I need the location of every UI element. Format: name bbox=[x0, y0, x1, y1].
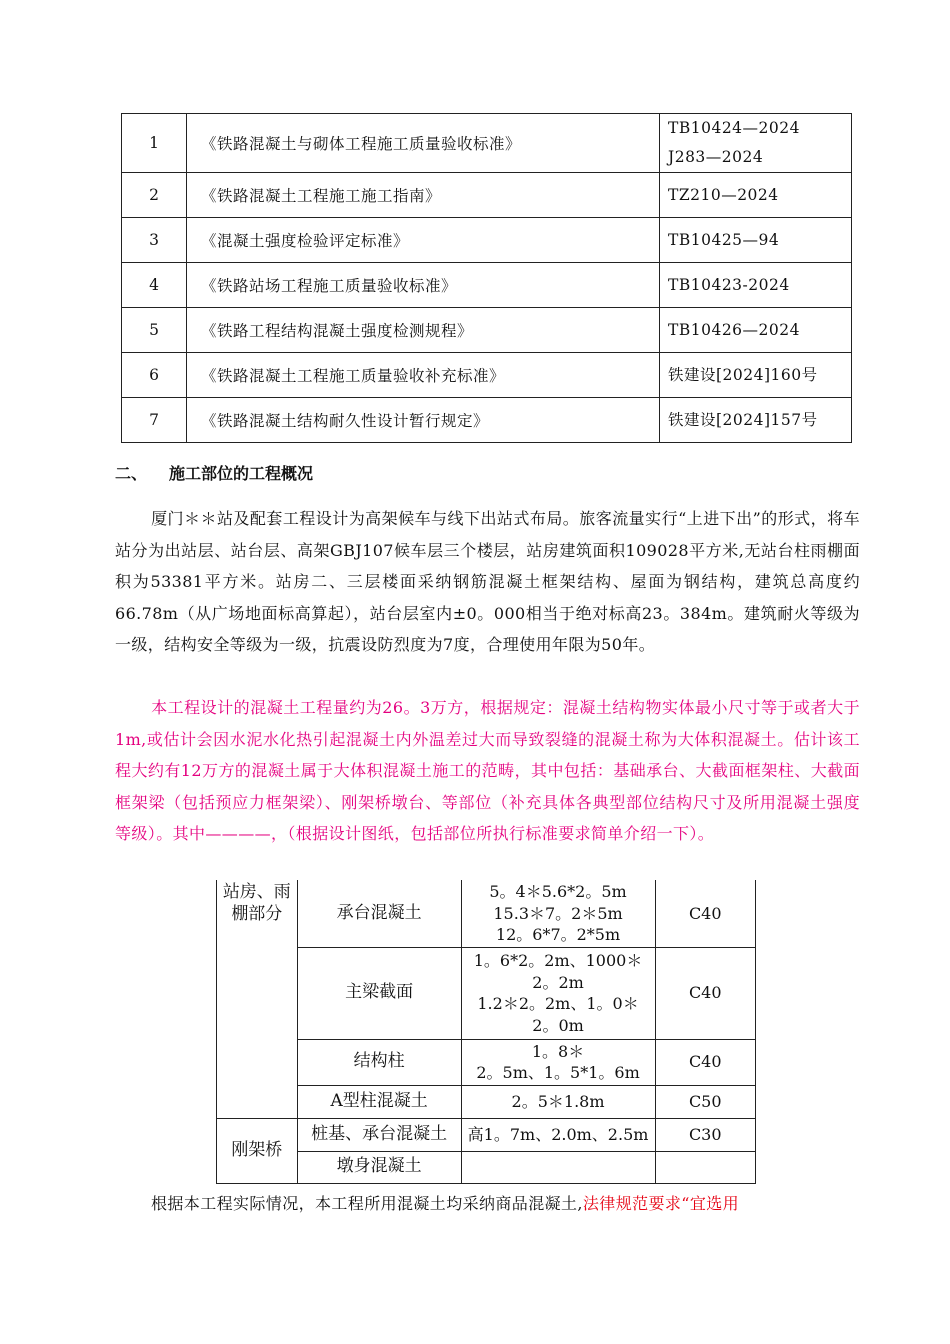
standard-name: 《铁路混凝土与砌体工程施工质量验收标准》 bbox=[187, 114, 660, 173]
parts-table bbox=[216, 880, 756, 1184]
grade-cell: C30 bbox=[655, 1118, 756, 1151]
standard-code: 铁建设[2024]160号 bbox=[660, 353, 852, 398]
grade-cell: C50 bbox=[655, 1085, 756, 1118]
part-cell: 结构柱 bbox=[297, 1039, 461, 1085]
part-cell: A型柱混凝土 bbox=[297, 1085, 461, 1118]
closing-text-highlight: 法律规范要求“宜选用 bbox=[582, 1194, 740, 1213]
row-number: 4 bbox=[122, 263, 187, 308]
closing-text: 根据本工程实际情况，本工程所用混凝土均采纳商品混凝土, bbox=[151, 1194, 583, 1213]
dims-cell: 1。8＊ 2。5m、1。5*1。6m bbox=[461, 1039, 655, 1085]
standard-name: 《铁路混凝土工程施工施工指南》 bbox=[187, 173, 660, 218]
standard-name: 《铁路混凝土结构耐久性设计暂行规定》 bbox=[187, 398, 660, 443]
part-cell: 墩身混凝土 bbox=[297, 1151, 461, 1183]
standard-code: TB10424—2024 J283—2024 bbox=[660, 114, 852, 173]
grade-cell: C40 bbox=[655, 1039, 756, 1085]
grade-cell: C40 bbox=[655, 880, 756, 947]
table-row bbox=[122, 353, 852, 398]
table-row bbox=[122, 218, 852, 263]
table-row bbox=[122, 173, 852, 218]
table-row bbox=[217, 1039, 756, 1085]
part-cell: 承台混凝土 bbox=[297, 880, 461, 947]
paragraph-closing bbox=[115, 1190, 860, 1218]
table-row bbox=[217, 1085, 756, 1118]
grade-cell: C40 bbox=[655, 947, 756, 1039]
table-row bbox=[217, 1118, 756, 1151]
standard-code: TB10426—2024 bbox=[660, 308, 852, 353]
paragraph-mass-concrete: 本工程设计的混凝土工程量约为26。3万方，根据规定：混凝土结构物实体最小尺寸等于或者大于1m,或估计会因水泥水化热引起混凝土内外温差过大而导致裂缝的混凝土称为大体积混凝土。估计该工程大约有12万方的混凝土属于大体积混凝土施工的范畴，其中包括：基础承台、大截面框架柱、大截面框架梁（包括预应力框架梁）、刚架桥墩台、等部位（补充具体各典型部位结构尺寸及所用混凝土强度等级）。其中————，（根据设计图纸，包括部位所执行标准要求简单介绍一下）。 bbox=[115, 698, 860, 843]
table-row bbox=[122, 398, 852, 443]
row-number: 5 bbox=[122, 308, 187, 353]
standard-name: 《铁路站场工程施工质量验收标准》 bbox=[187, 263, 660, 308]
table-row bbox=[217, 880, 756, 947]
dims-cell: 5。4＊5.6*2。5m 15.3＊7。2＊5m 12。6*7。2*5m bbox=[461, 880, 655, 947]
standard-code: TZ210—2024 bbox=[660, 173, 852, 218]
standards-table bbox=[121, 113, 852, 443]
standard-name: 《铁路混凝土工程施工质量验收补充标准》 bbox=[187, 353, 660, 398]
paragraph-overview: 厦门＊＊站及配套工程设计为高架候车与线下出站式布局。旅客流量实行“上进下出”的形式，将车站分为出站层、站台层、高架GBJ107候车层三个楼层，站房建筑面积109028平方米,无站台柱雨棚面积为53381平方米。站房二、三层楼面采纳钢筋混凝土框架结构、屋面为钢结构，建筑总高度约66.78m（从广场地面标高算起），站台层室内±0。000相当于绝对标高23。384m。建筑耐火等级为一级，结构安全等级为一级，抗震设防烈度为7度，合理使用年限为50年。 bbox=[115, 509, 860, 654]
table-row bbox=[217, 1151, 756, 1183]
part-cell: 桩基、承台混凝土 bbox=[297, 1118, 461, 1151]
section-heading bbox=[115, 461, 313, 484]
group-cell: 刚架桥 bbox=[217, 1118, 298, 1183]
section-title: 施工部位的工程概况 bbox=[169, 464, 314, 483]
dims-cell bbox=[461, 1151, 655, 1183]
row-number: 2 bbox=[122, 173, 187, 218]
table-row bbox=[217, 947, 756, 1039]
standard-code: TB10423-2024 bbox=[660, 263, 852, 308]
standard-code: TB10425—94 bbox=[660, 218, 852, 263]
dims-cell: 1。6*2。2m、1000＊ 2。2m 1.2＊2。2m、1。0＊ 2。0m bbox=[461, 947, 655, 1039]
standard-name: 《铁路工程结构混凝土强度检测规程》 bbox=[187, 308, 660, 353]
grade-cell bbox=[655, 1151, 756, 1183]
row-number: 6 bbox=[122, 353, 187, 398]
dims-cell: 高1。7m、2.0m、2.5m bbox=[461, 1118, 655, 1151]
table-row bbox=[122, 114, 852, 173]
row-number: 7 bbox=[122, 398, 187, 443]
table-row bbox=[122, 263, 852, 308]
standard-name: 《混凝土强度检验评定标准》 bbox=[187, 218, 660, 263]
dims-cell: 2。5＊1.8m bbox=[461, 1085, 655, 1118]
row-number: 1 bbox=[122, 114, 187, 173]
standard-code: 铁建设[2024]157号 bbox=[660, 398, 852, 443]
section-number: 二、 bbox=[115, 464, 148, 483]
group-cell: 站房、雨棚部分 bbox=[217, 880, 298, 1118]
part-cell: 主梁截面 bbox=[297, 947, 461, 1039]
row-number: 3 bbox=[122, 218, 187, 263]
table-row bbox=[122, 308, 852, 353]
